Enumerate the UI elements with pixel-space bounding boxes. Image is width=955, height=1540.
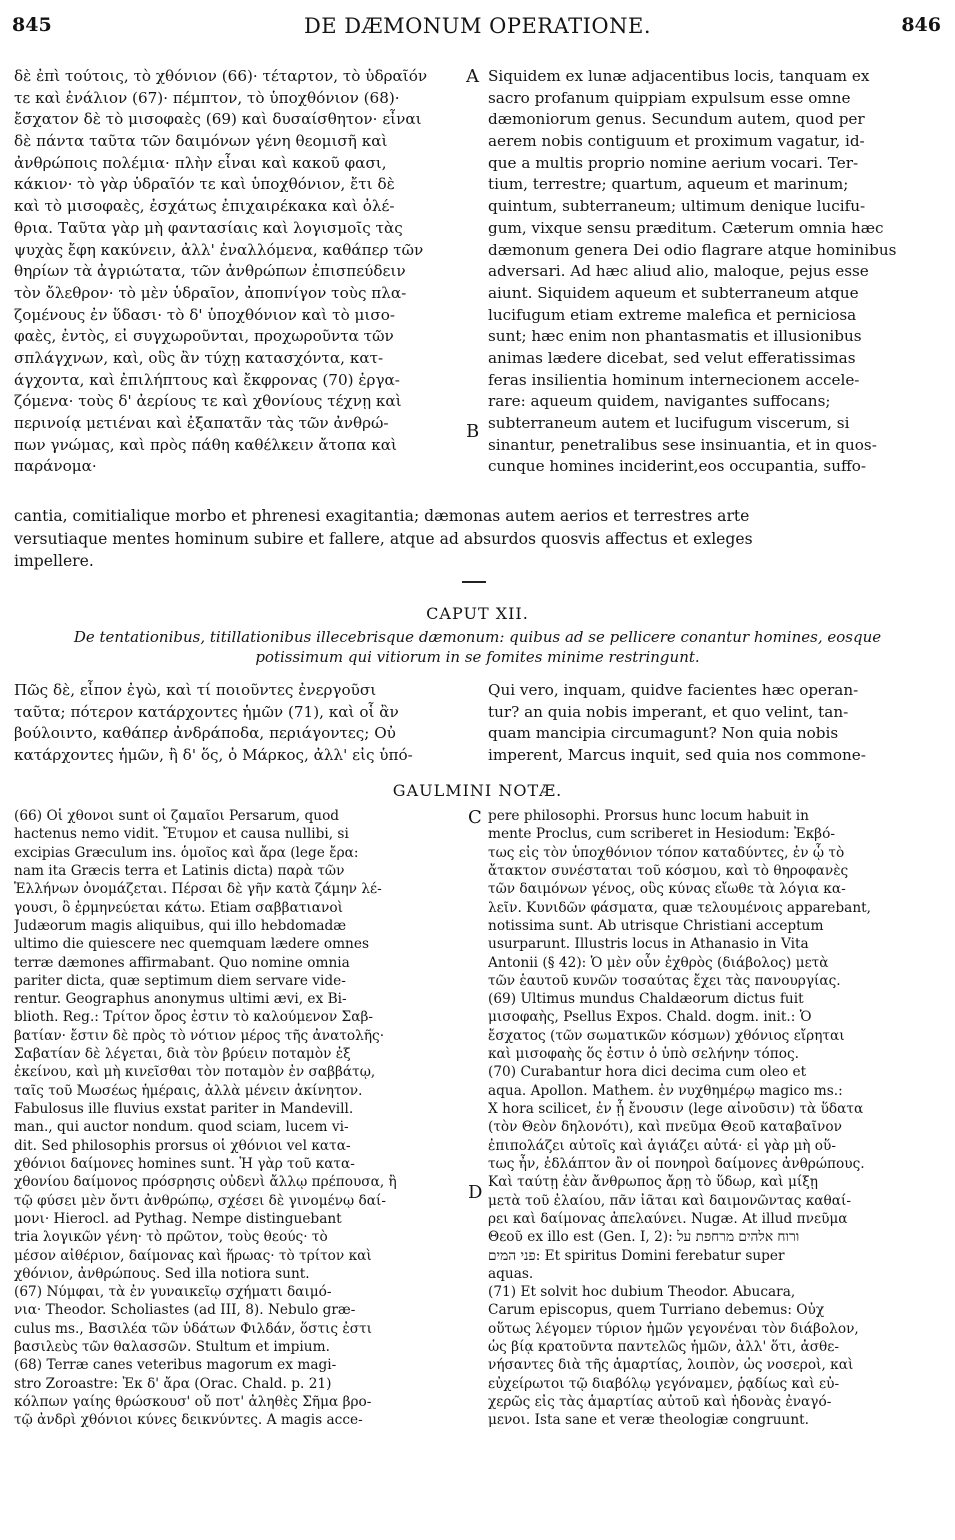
latin-text-column-chapter <box>488 680 942 767</box>
note-line: Θεοῦ ex illo est (Gen. I, 2): ורוח אלהים מרחפת על <box>488 1229 800 1246</box>
text-line: ζόμενα· τοὺς δ' ἀερίους τε καὶ χθονίους τέχνῃ καὶ <box>14 392 402 411</box>
text-line: sinantur, penetralibus sese insinuantia, et in quos- <box>488 435 877 454</box>
text-line: ταῦτα; πότερον κατάρχοντες ἡμῶν (71), καὶ οἷ ἂν <box>14 702 399 721</box>
text-line: lucifugum etiam extreme malefica et perniciosa <box>488 305 857 324</box>
text-line: πων γνώμας, καὶ πρὸς πάθη καθέλκειν ἄτοπα καὶ <box>14 435 397 454</box>
note-line: (71) Et solvit hoc dubium Theodor. Abucara, <box>488 1284 796 1301</box>
text-line: dæmoniorum genus. Secundum autem, quod per <box>488 110 865 129</box>
running-title: DE DÆMONUM OPERATIONE. <box>303 14 652 38</box>
note-line: ἐπιπολάζει αὐτοῖς καὶ ἁγιάζει αὐτά· εἰ γὰρ μὴ οὕ- <box>488 1137 836 1154</box>
text-line: tur? an quia nobis imperant, et quo velint, tan- <box>488 702 849 721</box>
text-line: παράνομα· <box>14 457 97 476</box>
text-line: tium, terrestre; quartum, aqueum et marinum; <box>488 175 849 194</box>
text-line: θρια. Ταῦτα γὰρ μὴ φαντασίαις καὶ λογισμοῖς τὰς <box>14 218 403 237</box>
note-line: notissima sunt. Ab utrisque Christiani acceptum <box>488 917 824 934</box>
section-divider <box>462 581 486 583</box>
note-line: ultimo die quiescere nec quemquam lædere omnes <box>14 936 369 953</box>
note-line: nam ita Græcis terra et Latinis dicta) παρὰ τῶν <box>14 862 345 879</box>
note-line: μετὰ τοῦ ἐλαίου, πᾶν ἰᾶται καὶ δαιμονῶντας καθαί- <box>488 1192 851 1209</box>
note-line: ρει καὶ δαίμονας ἀπελαύνει. Nugæ. At illud πνεῦμα <box>488 1210 848 1227</box>
note-line: ὡς βίᾳ κρατοῦντα παντελῶς ἡμῶν, ἀλλ' ὅτι, ἀσθε- <box>488 1339 840 1356</box>
text-line: άγχοντα, καὶ ἐπιλήπτους καὶ ἔκφρονας (70) ἐργα- <box>14 370 400 389</box>
note-line: Καὶ ταύτῃ ἐὰν ἄνθρωπος ἄρῃ τὸ ὕδωρ, καὶ μίξῃ <box>488 1174 818 1191</box>
note-line: χθόνιοι δαίμονες homines sunt. Ἡ γὰρ τοῦ κατα- <box>14 1155 355 1172</box>
note-line: τῷ φύσει μὲν ὄντι ἀνθρώπῳ, σχέσει δὲ γινομένῳ δαί- <box>14 1192 386 1209</box>
margin-marker-c: C <box>468 807 482 828</box>
text-line: ἔσχατον δὲ τὸ μισοφαὲς (69) καὶ δυσαίσθητον· εἶναι <box>14 110 422 129</box>
text-line: aiunt. Siquidem aqueum et subterraneum atque <box>488 283 859 302</box>
note-line: Carum episcopus, quem Turriano debemus: Οὐχ <box>488 1302 825 1319</box>
note-line: hactenus nemo vidit. Ἔτυμον et causa nullibi, si <box>14 826 349 843</box>
note-line: μέσον αἰθέριον, δαίμονας καὶ ἥρωας· τὸ τρίτον καὶ <box>14 1247 372 1264</box>
text-line: κάκιον· τὸ γὰρ ὑδραῖόν τε καὶ ὑποχθόνιον, ἔτι δὲ <box>14 175 395 194</box>
note-line: pariter dicta, quæ septimum diem servare vide- <box>14 972 346 989</box>
note-line: X hora scilicet, ἐν ᾗ ἔνουσιν (lege αἰνοῦσιν) τὰ ὕδατα <box>488 1101 864 1117</box>
text-line: sacro profanum quippiam expulsum esse omne <box>488 88 851 107</box>
note-line: man., qui auctor nondum. quod sciam, lucem vi- <box>14 1119 349 1136</box>
note-line: τῶν δαιμόνων γένος, οὓς κύνας εἴωθε τὰ λόγια κα- <box>488 881 846 898</box>
note-line: τως εἰς τὸν ὑποχθόνιον τόπον καταδύντες, ἐν ᾧ τὸ <box>488 844 845 861</box>
note-line: οὕτως λέγομεν τύριον ἡμῶν γεγονέναι τὸν διάβολον, <box>488 1320 859 1337</box>
text-line: que a multis proprio nomine aerium vocari. Ter- <box>488 153 859 172</box>
note-line: βατίαν· ἔστιν δὲ πρὸς τὸ νότιον μέρος τῆς ἀνατολῆς· <box>14 1027 385 1044</box>
note-line: μισοφαὴς, Psellus Expos. Chald. dogm. init.: Ὁ <box>488 1009 812 1026</box>
text-line: δὲ ἐπὶ τούτοις, τὸ χθόνιον (66)· τέταρτον, τὸ ὑδραῖόν <box>14 67 428 85</box>
notes-heading: GAULMINI NOTÆ. <box>392 781 563 800</box>
note-line: καὶ μισοφαὴς ὅς ἐστιν ὁ ὑπὸ σελήνην τόπος. <box>488 1046 800 1063</box>
text-line: δὲ πάντα ταῦτα τῶν δαιμόνων γένη θεομισῆ καὶ <box>14 132 388 151</box>
note-line: Σαβατίαν δὲ λέγεται, διὰ τὸν βρύειν ποταμὸν ἐξ <box>14 1046 351 1063</box>
note-line: (66) Οἱ χθονοι sunt οἱ ζαμαῖοι Persarum, quod <box>14 808 340 824</box>
note-line: νήσαντες διὰ τῆς ἁμαρτίας, λοιπὸν, ὡς νοσεροὶ, καὶ <box>488 1357 854 1374</box>
text-line: dæmonum genera Dei odio flagrare atque hominibus <box>488 240 897 259</box>
text-line: κατάρχοντες ἡμῶν, ἢ δ' ὅς, ὁ Μάρκος, ἀλλ' εἰς ὑπό- <box>14 746 413 765</box>
text-line: rare: aqueum quidem, navigantes suffocans; <box>488 392 831 411</box>
note-line: ἐκείνου, καὶ μὴ κινεῖσθαι τὸν ποταμὸν ἐν σαββάτῳ, <box>14 1064 376 1081</box>
text-line: imperent, Marcus inquit, sed quia nos commone- <box>488 746 866 765</box>
notes-column-left <box>14 807 464 1430</box>
note-line: (67) Νύμφαι, τὰ ἐν γυναικεῖῳ σχήματι δαιμό- <box>14 1284 332 1301</box>
chapter-subtitle <box>14 627 941 667</box>
note-line: terræ dæmones affirmabant. Quo nomine omnia <box>14 954 350 971</box>
note-line: νια· Theodor. Scholiastes (ad III, 8). Nebulo græ- <box>14 1302 356 1319</box>
note-line: mente Proclus, cum scriberet in Hesiodum: Ἐκβό- <box>488 826 835 843</box>
text-line: περινοίᾳ μετιέναι καὶ ἐξαπατᾶν τὰς τῶν ἀνθρώ- <box>14 414 389 432</box>
note-line: blioth. Reg.: Τρίτον ὄρος ἐστιν τὸ καλούμενον Σαβ- <box>14 1009 374 1026</box>
margin-marker-a: A <box>466 66 479 87</box>
chapter-heading: CAPUT XII. <box>426 604 529 623</box>
greek-text-column-chapter <box>14 680 460 767</box>
text-line: ζομένους ἐν ὕδασι· τὸ δ' ὑποχθόνιον καὶ τὸ μισο- <box>14 305 396 324</box>
text-line: θηρίων τὰ ἀγριώτατα, τῶν ἀνθρώπων ἐπισπεύδειν <box>14 262 406 281</box>
text-line: ψυχὰς ἔφη κακύνειν, ἀλλ' ἐναλλόμενα, καθάπερ τῶν <box>14 240 424 259</box>
text-line: Πῶς δὲ, εἶπον ἐγὼ, καὶ τί ποιοῦντες ἐνεργοῦσι <box>14 681 377 699</box>
text-line: Siquidem ex lunæ adjacentibus locis, tanquam ex <box>488 67 870 85</box>
subtitle-line: potissimum qui vitiorum in se fomites minime restringunt. <box>255 648 700 666</box>
note-line: usurparunt. Illustris locus in Athanasio in Vita <box>488 936 809 953</box>
text-line: καὶ τὸ μισοφαὲς, ἐσχάτως ἐπιχαιρέκακα καὶ ὀλέ- <box>14 197 395 216</box>
page-number-right: 846 <box>901 14 941 36</box>
note-line: Judæorum magis aliquibus, qui illo hebdomadæ <box>14 917 347 934</box>
note-line: culus ms., Βασιλέα τῶν ὑδάτων Φιλδάν, ὅστις ἐστι <box>14 1320 373 1337</box>
note-line: τως ἦν, ἐδλάπτον ἂν οἱ πονηροὶ δαίμονες ἀνθρώπους. <box>488 1155 865 1172</box>
text-line: φαὲς, ἐντὸς, εἰ συγχωροῦνται, προχωροῦντα τῶν <box>14 327 394 346</box>
text-line: versutiaque mentes hominum subire et fallere, atque ad absurdos quosvis affectus et exleges <box>14 529 753 548</box>
note-line: κόλπων γαίης θρώσκουσ' οὔ ποτ' ἀληθὲς Σῆμα βρο- <box>14 1394 372 1410</box>
text-line: quam mancipia circumagunt? Non quia nobis <box>488 724 839 743</box>
text-line: σπλάγχνων, καὶ, οὓς ἂν τύχῃ κατασχόντα, κατ- <box>14 348 384 367</box>
note-line: excipias Græculum ins. ὁμοῖος καὶ ἄρα (lege ἔρα: <box>14 844 359 861</box>
note-line: λεῖν. Κυνιδῶν φάσματα, quæ τελουμένοις apparebant, <box>488 899 871 916</box>
latin-text-fullwidth <box>14 505 941 573</box>
greek-text-column-top <box>14 66 460 478</box>
note-line: rentur. Geographus anonymus ultimi ævi, ex Bi- <box>14 991 347 1008</box>
note-line: τῷ ἀνδρὶ χθόνιοι κύνες δεικνύντες. A magis acce- <box>14 1412 363 1429</box>
latin-text-column-top <box>488 66 942 478</box>
text-line: τε καὶ ἐνάλιον (67)· πέμπτον, τὸ ὑποχθόνιον (68)· <box>14 88 400 107</box>
note-line: tria λογικῶν γένη· τὸ πρῶτον, τοὺς θεούς· τὸ <box>14 1229 328 1246</box>
note-line: פני המים: Et spiritus Domini ferebatur super <box>488 1247 785 1264</box>
note-line: γουσι, ὃ ἑρμηνεύεται κάτω. Etiam σαββατιανοὶ <box>14 899 343 916</box>
page-number-left: 845 <box>12 14 52 36</box>
note-line: stro Zoroastre: Ἐκ δ' ἄρα (Orac. Chald. p. 21) <box>14 1375 332 1392</box>
note-line: aquas. <box>488 1265 534 1282</box>
note-line: χθονίου δαίμονος πρόσρησις οὐδενὶ ἄλλῳ πρέπουσα, ἢ <box>14 1174 397 1191</box>
text-line: ἀνθρώποις πολέμια· πλὴν εἶναι καὶ κακοῦ φασι, <box>14 153 387 172</box>
text-line: subterraneum autem et lucifugum viscerum, si <box>488 414 850 432</box>
note-line: (68) Terræ canes veteribus magorum ex magi- <box>14 1357 337 1374</box>
text-line: τὸν ὄλεθρον· τὸ μὲν ὑδραῖον, ἀποπνίγον τοὺς πλα- <box>14 283 407 302</box>
note-line: dit. Sed philosophis prorsus οἱ χθόνιοι vel κατα- <box>14 1137 351 1154</box>
note-line: ταῖς τοῦ Μωσέως ἡμέραις, ἀλλὰ μένειν ἀκίνητον. <box>14 1082 363 1099</box>
note-line: aqua. Apollon. Mathem. ἐν νυχθημέρῳ magico ms.: <box>488 1082 843 1099</box>
text-line: cunque homines inciderint,eos occupantia, suffo- <box>488 457 867 476</box>
note-line: μενοι. Ista sane et veræ theologiæ congruunt. <box>488 1412 810 1429</box>
text-line: quintum, subterraneum; ultimum denique lucifu- <box>488 197 866 216</box>
note-line: ἔσχατος (τῶν σωματικῶν κόσμων) χθόνιος εἴρηται <box>488 1027 845 1044</box>
margin-marker-d: D <box>468 1182 483 1203</box>
text-line: feras insilientia hominum internecionem accele- <box>488 370 860 389</box>
note-line: (70) Curabantur hora dici decima cum oleo et <box>488 1064 807 1081</box>
text-line: cantia, comitialique morbo et phrenesi exagitantia; dæmonas autem aerios et terrestres arte <box>14 507 750 525</box>
note-line: (τὸν Θεὸν δηλονότι), καὶ πνεῦμα Θεοῦ καταβαῖνον <box>488 1119 842 1136</box>
page-header <box>0 14 955 44</box>
margin-marker-b: B <box>466 421 480 442</box>
text-line: gum, vixque sensu præditum. Cæterum omnia hæc <box>488 218 884 237</box>
text-line: βούλοιντο, καθάπερ ἀνδράποδα, περιάγοντες; Οὐ <box>14 724 396 743</box>
note-line: Antonii (§ 42): Ὁ μὲν οὖν ἐχθρὸς (διάβολος) μετὰ <box>488 954 829 971</box>
notes-column-right <box>488 807 942 1430</box>
text-line: Qui vero, inquam, quidve facientes hæc operan- <box>488 681 859 699</box>
note-line: εὐχείρωτοι τῷ διαβόλῳ γεγόναμεν, ῥᾳδίως καὶ εὐ- <box>488 1375 840 1392</box>
note-line: βασιλεὺς τῶν θαλασσῶν. Stultum et impium. <box>14 1339 330 1356</box>
note-line: ἄτακτον συνέσταται τοῦ κόσμου, καὶ τὸ θηροφανὲς <box>488 862 849 879</box>
note-line: Ἑλλήνων ὀνομάζεται. Πέρσαι δὲ γῆν κατὰ ζάμην λέ- <box>14 881 382 898</box>
note-line: μονι· Hierocl. ad Pythag. Nempe distinguebant <box>14 1210 342 1227</box>
text-line: aerem nobis contiguum et proximum vagatur, id- <box>488 132 865 151</box>
note-line: τῶν ἑαυτοῦ κυνῶν τοσαύτας ἔχει τὰς πανουργίας. <box>488 972 841 989</box>
subtitle-line: De tentationibus, titillationibus illecebrisque dæmonum: quibus ad se pellicere conantur homines, eosque <box>73 628 882 646</box>
text-line: impellere. <box>14 552 94 570</box>
note-line: (69) Ultimus mundus Chaldæorum dictus fuit <box>488 991 804 1008</box>
note-line: Fabulosus ille fluvius exstat pariter in Mandevill. <box>14 1101 354 1117</box>
text-line: sunt; hæc enim non phantasmatis et illusionibus <box>488 327 862 346</box>
note-line: pere philosophi. Prorsus hunc locum habuit in <box>488 808 809 824</box>
text-line: adversari. Ad hæc aliud alio, maloque, pejus esse <box>488 262 869 281</box>
note-line: χθόνιον, ἀνθρώπους. Sed illa notiora sunt. <box>14 1265 310 1282</box>
text-line: animas lædere dicebat, sed velut efferatissimas <box>488 348 856 367</box>
note-line: χερῶς εἰς τὰς ἁμαρτίας αὐτοῦ καὶ ἡδονὰς ἐναγό- <box>488 1394 832 1410</box>
